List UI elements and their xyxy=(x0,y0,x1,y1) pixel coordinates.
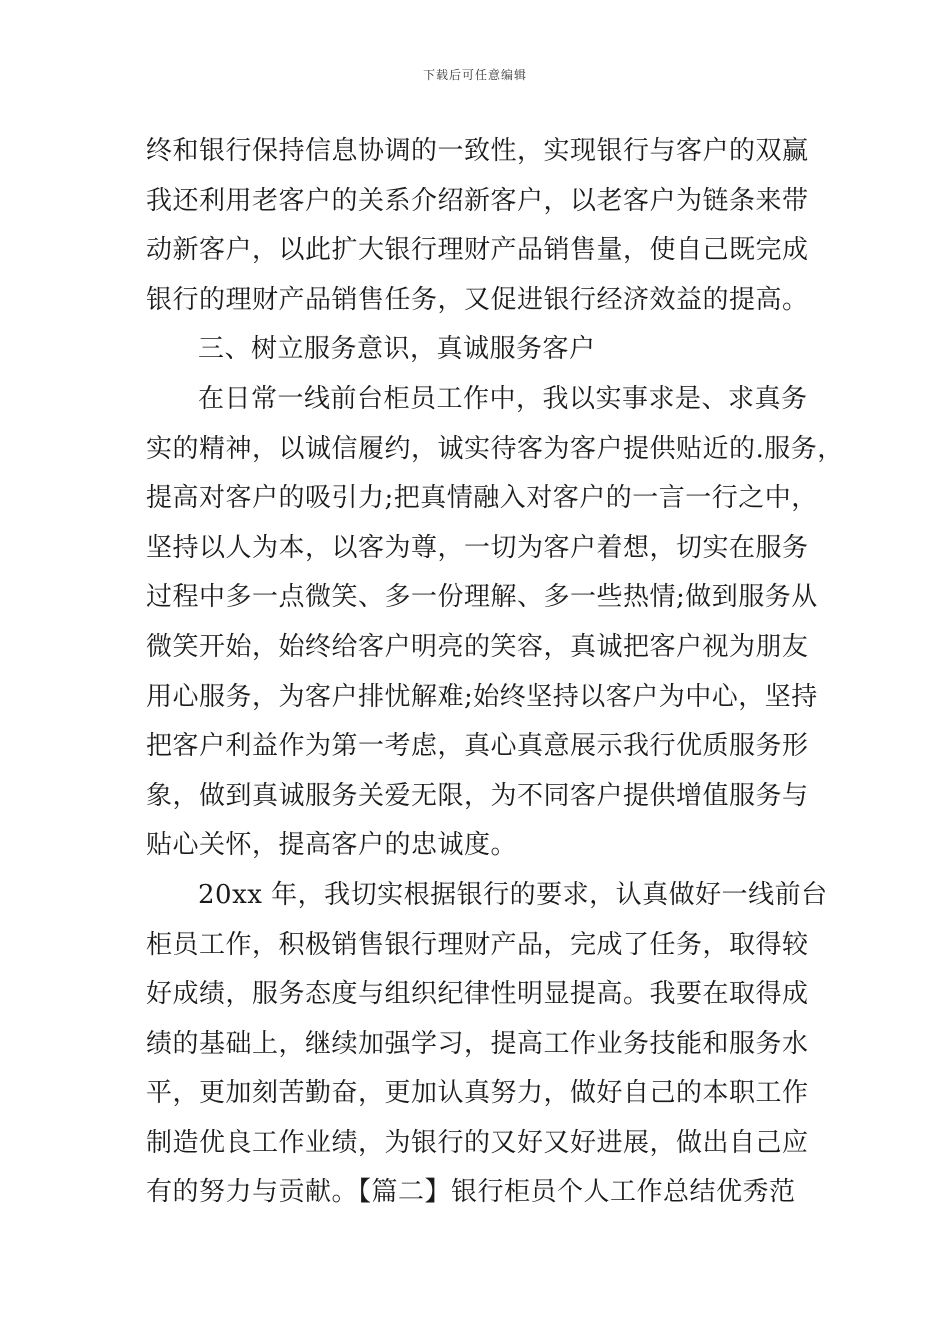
text-line: 把客户利益作为第一考虑，真心真意展示我行优质服务形 xyxy=(146,731,809,762)
text-line: 象，做到真诚服务关爱无限，为不同客户提供增值服务与 xyxy=(146,780,809,811)
text-line: 好成绩，服务态度与组织纪律性明显提高。我要在取得成 xyxy=(146,979,809,1010)
text-line: 微笑开始，始终给客户明亮的笑容，真诚把客户视为朋友 xyxy=(146,631,809,662)
text-line: 实的精神，以诚信履约，诚实待客为客户提供贴近的.服务， xyxy=(146,433,844,464)
text-line: 终和银行保持信息协调的一致性，实现银行与客户的双赢 xyxy=(146,136,809,166)
text-line: 坚持以人为本，以客为尊，一切为客户着想，切实在服务 xyxy=(146,532,809,563)
text-line: 动新客户，以此扩大银行理财产品销售量，使自己既完成 xyxy=(146,235,809,266)
text-line: 过程中多一点微笑、多一份理解、多一些热情;做到服务从 xyxy=(146,582,818,613)
text-line: 平，更加刻苦勤奋，更加认真努力，做好自己的本职工作 xyxy=(146,1078,809,1109)
text-line: 贴心关怀，提高客户的忠诚度。 xyxy=(146,830,518,861)
text-line: 我还利用老客户的关系介绍新客户，以老客户为链条来带 xyxy=(146,185,809,216)
page-header: 下载后可任意编辑 xyxy=(422,68,527,82)
text-line: 提高对客户的吸引力;把真情融入对客户的一言一行之中， xyxy=(146,483,818,514)
text-line: 在日常一线前台柜员工作中，我以实事求是、求真务 xyxy=(198,383,808,414)
text-line: 用心服务，为客户排忧解难;始终坚持以客户为中心，坚持 xyxy=(146,681,818,712)
text-line: 银行的理财产品销售任务，又促进银行经济效益的提高。 xyxy=(146,284,809,315)
text-line: 绩的基础上，继续加强学习，提高工作业务技能和服务水 xyxy=(146,1028,809,1059)
text-line: 三、树立服务意识，真诚服务客户 xyxy=(198,334,596,365)
text-line: 柜员工作，积极销售银行理财产品，完成了任务，取得较 xyxy=(146,929,809,960)
text-line: 有的努力与贡献。【篇二】银行柜员个人工作总结优秀范 xyxy=(146,1177,796,1208)
text-line: 制造优良工作业绩，为银行的又好又好进展，做出自己应 xyxy=(146,1127,809,1158)
text-line: 20xx 年，我切实根据银行的要求，认真做好一线前台 xyxy=(198,879,828,910)
body-text xyxy=(146,127,846,1218)
